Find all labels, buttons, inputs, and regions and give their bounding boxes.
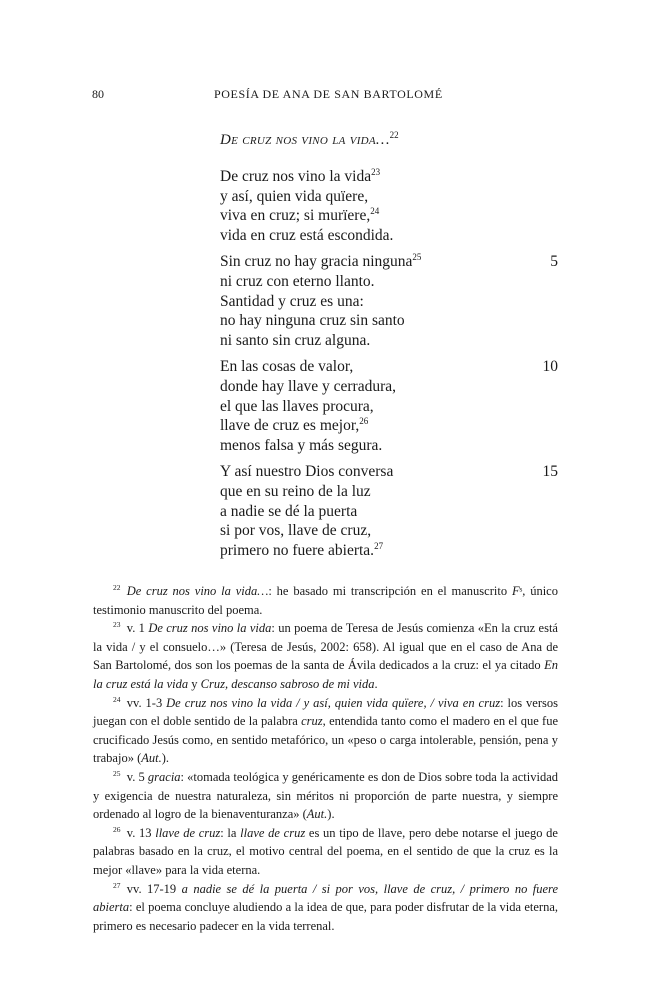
footnote <box>93 694 558 768</box>
footnote-text: ). <box>161 751 170 766</box>
footnote-italic-text: gracia <box>147 769 181 784</box>
footnote-ref: 24 <box>370 206 380 217</box>
footnote-ref: 26 <box>359 416 369 427</box>
verse-line <box>220 311 558 331</box>
footnote <box>93 619 558 693</box>
footnote-ref: 27 <box>374 540 384 551</box>
verse-line <box>220 482 558 502</box>
running-head: POESÍA DE ANA DE SAN BARTOLOMÉ <box>214 87 443 101</box>
verse-text: De cruz nos vino la vida <box>220 168 372 185</box>
verse-text: Sin cruz no hay gracia ninguna <box>220 253 413 271</box>
footnote-text: ˢ <box>519 584 523 598</box>
verse-line <box>220 167 558 187</box>
verse-text: viva en cruz; si murïere, <box>220 207 371 225</box>
verse-text: a nadie se dé la puerta <box>220 502 358 520</box>
footnote-text: : «tomada teológica y genéricamente es don de Dios sobre toda la actividad y exigencia de nuestra naturaleza, sin méritos ni proporción de parte nuestra, y siempre ordenado al logro de la bienaventuranza» ( <box>93 769 558 822</box>
footnote-text: , entendida tanto como el madero en el que fue crucificado Jesús como, en sentido metafórico, un «peso o carga intolerable, pensión, pena y trabajo» ( <box>93 714 558 766</box>
footnote-italic-text: a nadie se dé la puerta / si por vos, llave de cruz, / primero no fuere abierta <box>93 881 558 915</box>
footnote-text: : la <box>220 825 241 840</box>
footnote-number: 26 <box>113 824 121 834</box>
verse-text: Santidad y cruz es una: <box>220 292 364 310</box>
stanza <box>220 462 558 560</box>
poem <box>220 167 558 567</box>
verse-text: ni cruz con eterno llanto. <box>220 272 375 290</box>
footnote-number: 25 <box>113 768 121 778</box>
verse-line <box>220 226 558 246</box>
verse-line <box>220 377 558 397</box>
footnotes <box>93 582 558 935</box>
footnote-ref: 23 <box>371 167 381 177</box>
footnote-ref: 25 <box>412 252 422 263</box>
verse-text: que en su reino de la luz <box>220 482 371 500</box>
verse-text: donde hay llave y cerradura, <box>220 377 397 395</box>
verse-text: el que las llaves procura, <box>220 397 374 415</box>
footnote-text: : he basado mi transcripción en el manuscrito <box>268 584 512 598</box>
footnote-italic-text: llave de cruz <box>155 825 221 840</box>
verse-number: 5 <box>550 253 558 271</box>
verse-line <box>220 397 558 417</box>
verse-number: 10 <box>542 358 558 376</box>
footnote-text: v. 13 <box>126 825 156 840</box>
footnote <box>93 824 558 880</box>
verse-text: ni santo sin cruz alguna. <box>220 331 371 349</box>
verse-line <box>220 292 558 312</box>
footnote <box>93 768 558 824</box>
verse-text: vida en cruz está escondida. <box>220 226 394 244</box>
verse-line <box>220 331 558 351</box>
footnote-text: y <box>188 676 201 691</box>
verse-line <box>220 206 558 226</box>
footnote <box>93 582 558 619</box>
page-number: 80 <box>92 87 104 101</box>
footnote-italic-text: Aut. <box>306 807 328 822</box>
verse-text: no hay ninguna cruz sin santo <box>220 312 405 330</box>
footnote-number: 22 <box>113 583 121 592</box>
verse-line <box>220 357 558 377</box>
verse-line <box>220 436 558 456</box>
verse-line <box>220 252 558 272</box>
footnote-text: : los versos juegan con el doble sentido de la palabra <box>93 695 558 729</box>
footnote-text: . <box>374 676 378 691</box>
verse-line <box>220 416 558 436</box>
footnote-italic-text: Cruz, descanso sabroso de mi vida <box>200 676 375 691</box>
verse-line <box>220 272 558 292</box>
footnote <box>93 880 558 936</box>
footnote-italic-text: De cruz nos vino la vida / y así, quien vida quïere, / viva en cruz <box>166 695 501 710</box>
footnote-number: 23 <box>113 620 121 630</box>
verse-number: 15 <box>542 463 558 481</box>
verse-text: menos falsa y más segura. <box>220 436 383 454</box>
stanza <box>220 252 558 350</box>
footnote-italic-text: En la cruz está la vida <box>93 658 558 691</box>
verse-line <box>220 541 558 561</box>
footnote-text: : un poema de Teresa de Jesús comienza «En la cruz está la vida / y el consuelo…» (Teresa de Jesús, 2002: 658). Al igual que en el caso de Ana de San Bartolomé, dos son los poemas de la santa de Ávila dedicados a la cruz: el ya citado <box>93 621 558 673</box>
verse-text: llave de cruz es mejor, <box>220 417 360 435</box>
footnote-number: 24 <box>113 694 121 704</box>
footnote-italic-text: De cruz nos vino la vida <box>148 621 272 636</box>
footnote-text: : el poema concluye aludiendo a la idea de que, para poder disfrutar de la vida eterna, primero es necesario padecer en la vida terrenal. <box>93 900 558 933</box>
footnote-text: , único testimonio manuscrito del poema. <box>93 584 558 617</box>
footnote-italic-text: F <box>511 584 520 598</box>
footnote-text: v. 1 <box>126 621 149 636</box>
footnote-italic-text: Aut. <box>141 751 162 766</box>
footnote-text: vv. 17-19 <box>126 881 182 896</box>
poem-title-text: De cruz nos vino la vida… <box>220 132 390 148</box>
verse-text: En las cosas de valor, <box>220 358 354 376</box>
footnote-text: es un tipo de llave, pero debe notarse el juego de palabras basado en la cruz, el motivo central del poema, en el sentido de que la cruz es la mejor «llave» para la vida eterna. <box>93 825 558 877</box>
footnote-italic-text: llave de cruz <box>240 825 306 840</box>
footnote-italic-text: De cruz nos vino la vida… <box>126 584 269 598</box>
stanza <box>220 357 558 455</box>
verse-text: Y así nuestro Dios conversa <box>220 463 394 481</box>
footnote-ref: 22 <box>389 130 399 140</box>
verse-text: si por vos, llave de cruz, <box>220 522 372 540</box>
verse-line <box>220 502 558 522</box>
footnote-text: v. 5 <box>126 769 148 784</box>
poem-title <box>220 130 399 149</box>
footnote-text: ). <box>327 807 335 822</box>
footnote-italic-text: cruz <box>301 714 323 729</box>
verse-text: primero no fuere abierta. <box>220 541 375 559</box>
verse-text: y así, quien vida quïere, <box>220 187 369 205</box>
verse-line <box>220 521 558 541</box>
stanza <box>220 167 558 245</box>
verse-line <box>220 187 558 207</box>
footnote-text: vv. 1-3 <box>126 695 167 710</box>
footnote-number: 27 <box>113 880 121 890</box>
verse-line <box>220 462 558 482</box>
